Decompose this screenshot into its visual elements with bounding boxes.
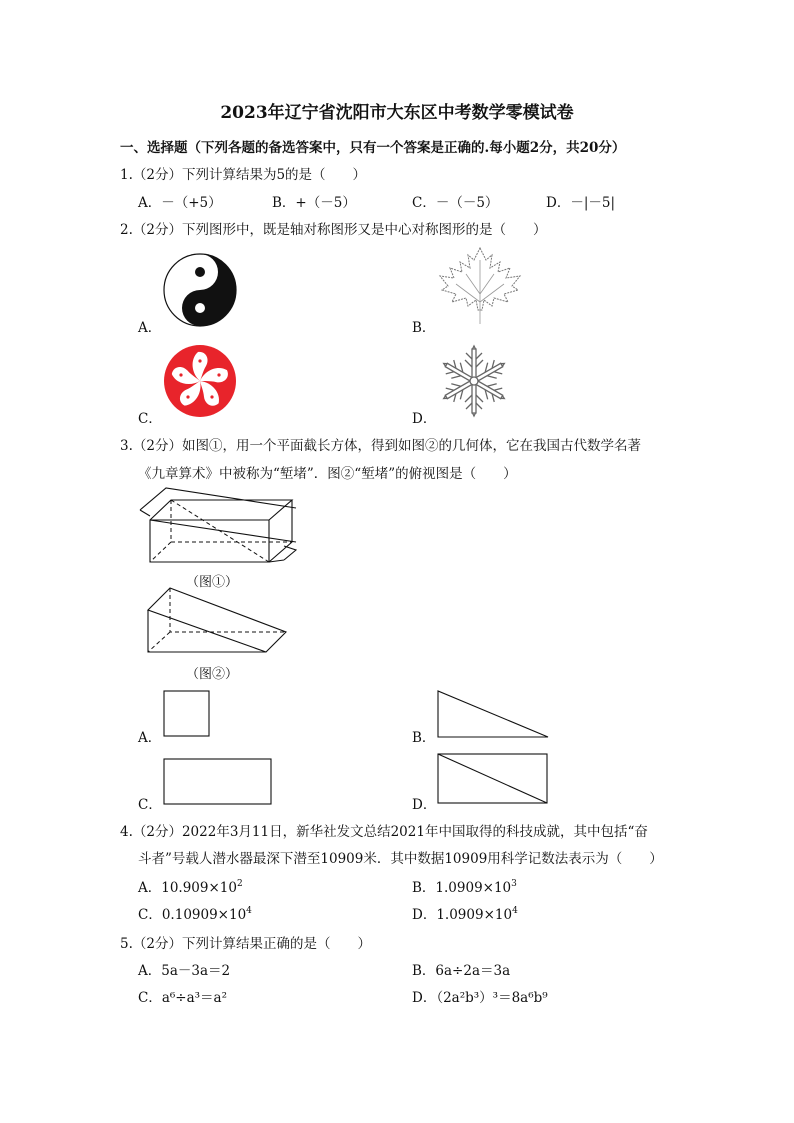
maple-leaf-icon	[436, 246, 524, 328]
q3-option-a-square	[163, 690, 211, 738]
figure-1-cuboid	[136, 488, 306, 568]
q3-option-b: B．	[412, 730, 436, 746]
q1-option-c: C．－（－5）	[412, 195, 499, 211]
figure-2-qiandu	[146, 586, 290, 656]
page-title: 2023年辽宁省沈阳市大东区中考数学零模试卷	[220, 103, 574, 123]
yin-yang-icon	[163, 253, 237, 327]
q3-option-c: C．	[138, 797, 162, 813]
question-3-stem-line2: 《九章算术》中被称为“堑堵”．图②“堑堵”的俯视图是（ ）	[138, 466, 517, 482]
snowflake-icon	[437, 344, 511, 418]
figure-1-caption: （图①）	[186, 575, 239, 590]
figure-2-caption: （图②）	[186, 667, 239, 682]
section-heading: 一、选择题（下列各题的备选答案中，只有一个答案是正确的.每小题2分，共20分）	[120, 140, 626, 156]
q1-option-d: D．－|－5|	[546, 195, 616, 211]
q3-option-a: A．	[138, 730, 162, 746]
q5-option-b: B．6a÷2a＝3a	[412, 963, 511, 979]
question-5-stem: 5.（2分）下列计算结果正确的是（ ）	[120, 936, 371, 952]
question-1-stem: 1.（2分）下列计算结果为5的是（ ）	[120, 167, 367, 183]
q4-option-d: D．$1.0909\times 10^4$	[412, 906, 518, 923]
q3-option-d-rectangle-diagonal	[436, 752, 550, 806]
q2-option-c: C．	[138, 411, 162, 427]
question-2-stem: 2.（2分）下列图形中，既是轴对称图形又是中心对称图形的是（ ）	[120, 222, 547, 238]
question-4-stem-line1: 4.（2分）2022年3月11日，新华社发文总结2021年中国取得的科技成就，其中包括“奋	[120, 824, 648, 840]
q4-option-c: C．$0.10909\times 10^4$	[138, 906, 252, 923]
q3-option-c-rectangle	[163, 758, 273, 806]
question-3-stem-line1: 3.（2分）如图①，用一个平面截长方体，得到如图②的几何体，它在我国古代数学名著	[120, 438, 641, 454]
q4-option-a: A．$10.909\times 10^2$	[138, 879, 243, 896]
q1-option-a: A．－（+5）	[138, 195, 222, 211]
q1-option-b: B．+（－5）	[272, 195, 356, 211]
q2-option-d: D．	[412, 411, 437, 427]
q2-option-b: B．	[412, 320, 436, 336]
q4-option-b: B．$1.0909\times 10^3$	[412, 879, 517, 896]
q2-option-a: A．	[138, 320, 162, 336]
q3-option-b-triangle	[436, 689, 552, 739]
bauhinia-flag-icon	[163, 344, 237, 418]
q5-option-d: D．（2a²b³）³＝8a⁶b⁹	[412, 990, 548, 1006]
q5-option-c: C．a⁶÷a³＝a²	[138, 990, 228, 1006]
question-4-stem-line2: 斗者”号载人潜水器最深下潜至10909米．其中数据10909用科学记数法表示为（ ）	[138, 851, 663, 867]
q3-option-d: D．	[412, 797, 437, 813]
q5-option-a: A．5a－3a＝2	[138, 963, 231, 979]
